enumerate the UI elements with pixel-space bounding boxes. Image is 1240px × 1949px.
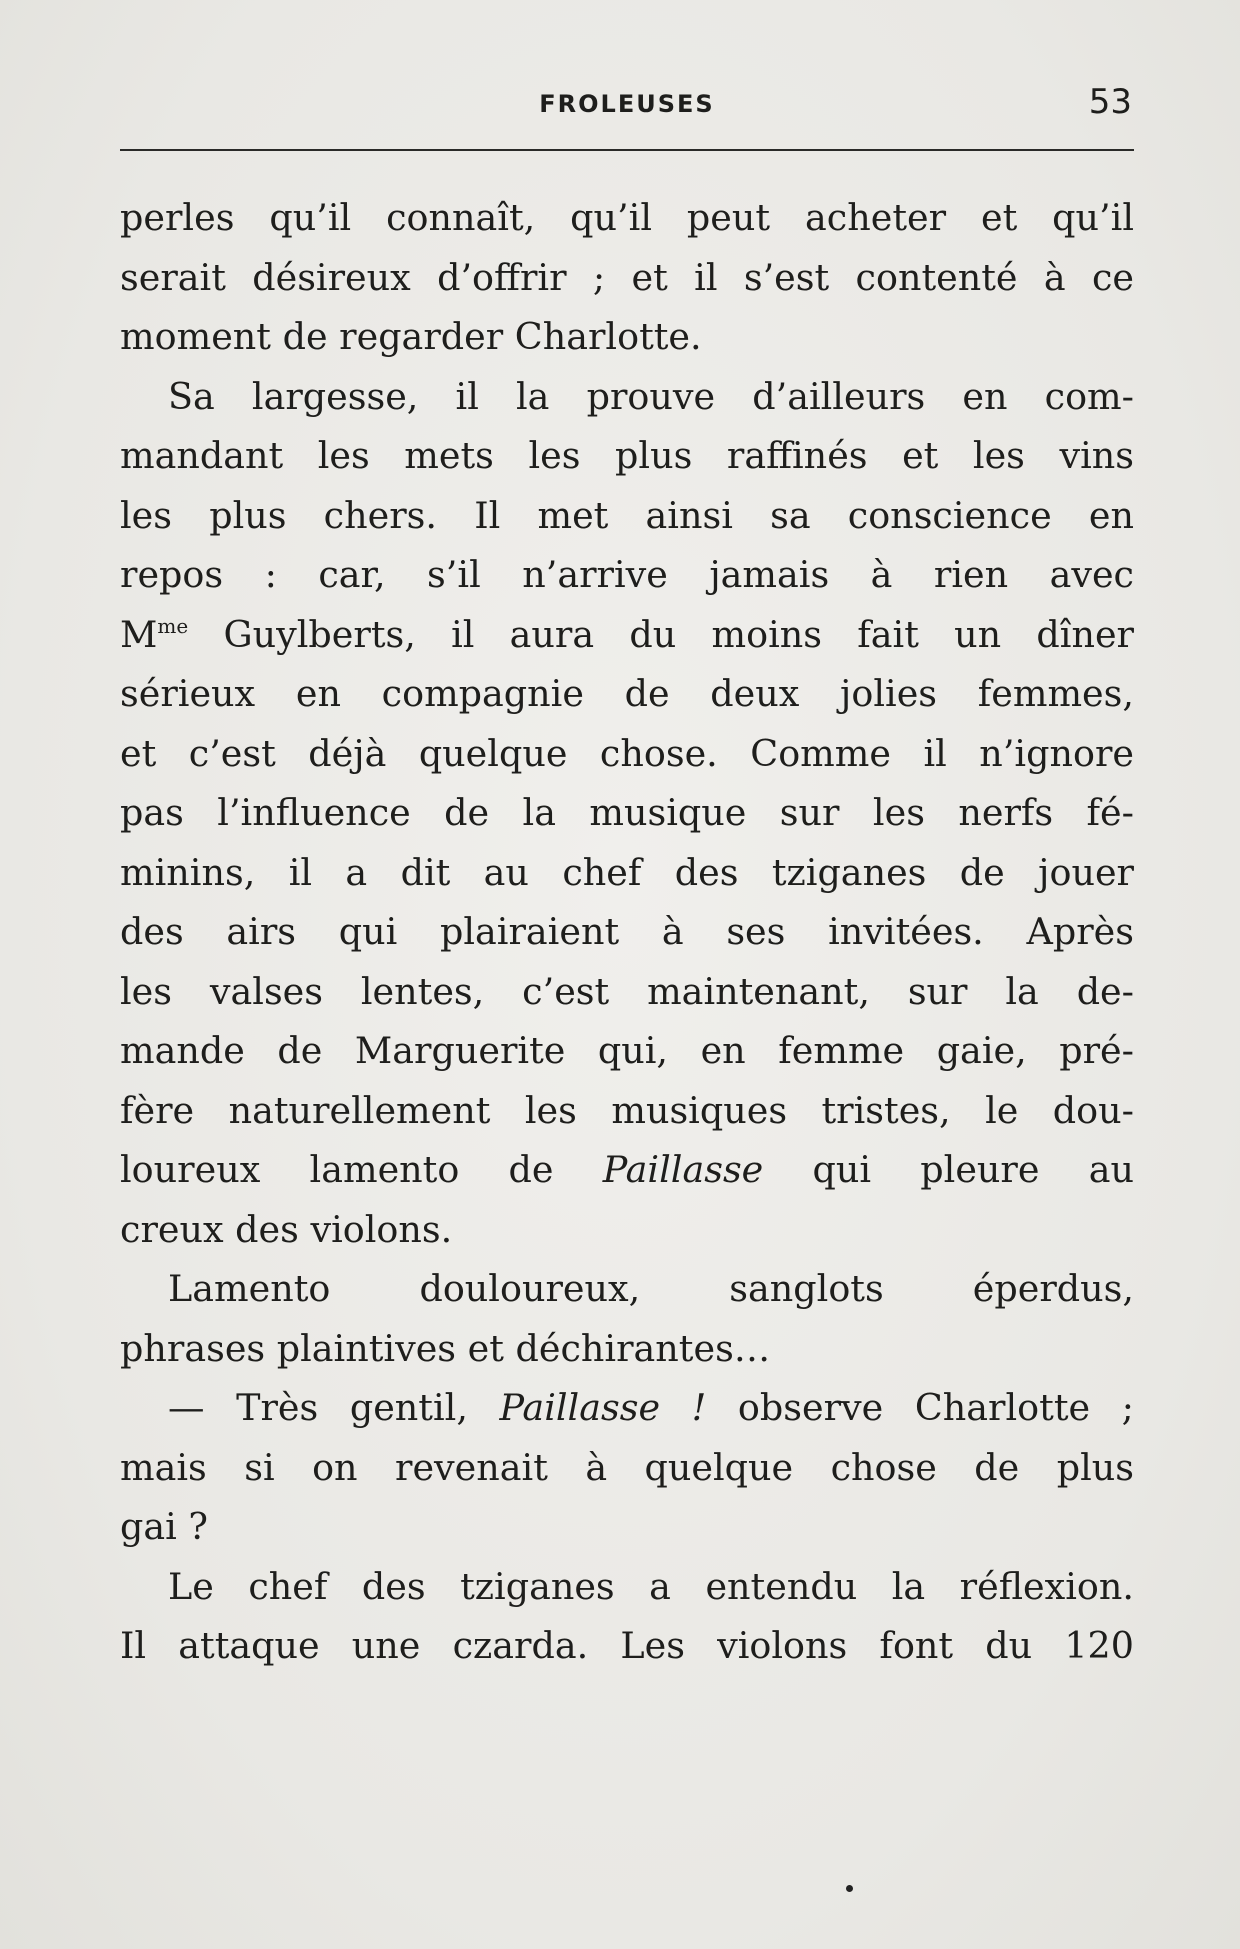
text-line: Sa largesse, il la prouve d’ailleurs en com- [168, 374, 1134, 418]
body-text [120, 188, 1134, 1676]
text-line: creux des violons. [120, 1207, 453, 1251]
italic-title: Paillasse [602, 1148, 764, 1191]
ink-speck [846, 1885, 853, 1892]
text-line [120, 605, 1134, 665]
text-line [120, 1140, 1134, 1200]
abbrev-m: M [120, 612, 158, 656]
text-line: et c’est déjà quelque chose. Comme il n’ignore [120, 731, 1134, 775]
text-segment: loureux lamento de [120, 1148, 603, 1191]
text-line: minins, il a dit au chef des tziganes de jouer [120, 850, 1134, 894]
running-head [120, 82, 1134, 122]
text-segment: qui pleure au [763, 1148, 1134, 1191]
header-rule [120, 149, 1134, 151]
text-line: sérieux en compagnie de deux jolies femmes, [120, 672, 1134, 715]
text-line: Le chef des tziganes a entendu la réflexion. [168, 1564, 1134, 1608]
text-line: fère naturellement les musiques tristes, le dou- [120, 1088, 1134, 1132]
text-line: repos : car, s’il n’arrive jamais à rien avec [120, 553, 1134, 596]
text-segment: Guylberts, il aura du moins fait un dîner [188, 612, 1134, 656]
text-line: des airs qui plairaient à ses invitées. Après [120, 910, 1134, 953]
text-line: moment de regarder Charlotte. [120, 315, 702, 358]
page-number: 53 [1088, 82, 1132, 122]
text-line: pas l’influence de la musique sur les nerfs fé- [120, 791, 1134, 834]
text-line: mandant les mets les plus raffinés et les vins [120, 434, 1134, 477]
text-segment: observe Charlotte ; [706, 1386, 1134, 1429]
text-line: perles qu’il connaît, qu’il peut acheter et qu’il [120, 196, 1134, 239]
abbrev-superscript: me [157, 613, 189, 638]
running-title: FROLEUSES [539, 90, 715, 118]
text-line: serait désireux d’offrir ; et il s’est contenté à ce [120, 255, 1134, 299]
text-line: phrases plaintives et déchirantes… [120, 1326, 771, 1370]
text-line: mande de Marguerite qui, en femme gaie, pré- [120, 1029, 1134, 1072]
text-line: mais si on revenait à quelque chose de plus [120, 1445, 1134, 1489]
text-line: gai ? [120, 1505, 208, 1548]
italic-title: Paillasse ! [499, 1386, 707, 1429]
text-line: Il attaque une czarda. Les violons font du 120 [120, 1624, 1134, 1667]
text-segment: — Très gentil, [168, 1386, 500, 1429]
text-line: les valses lentes, c’est maintenant, sur la de- [120, 969, 1134, 1013]
text-line: les plus chers. Il met ainsi sa conscience en [120, 493, 1134, 537]
text-line [120, 1378, 1134, 1438]
text-line: Lamento douloureux, sanglots éperdus, [168, 1267, 1134, 1310]
